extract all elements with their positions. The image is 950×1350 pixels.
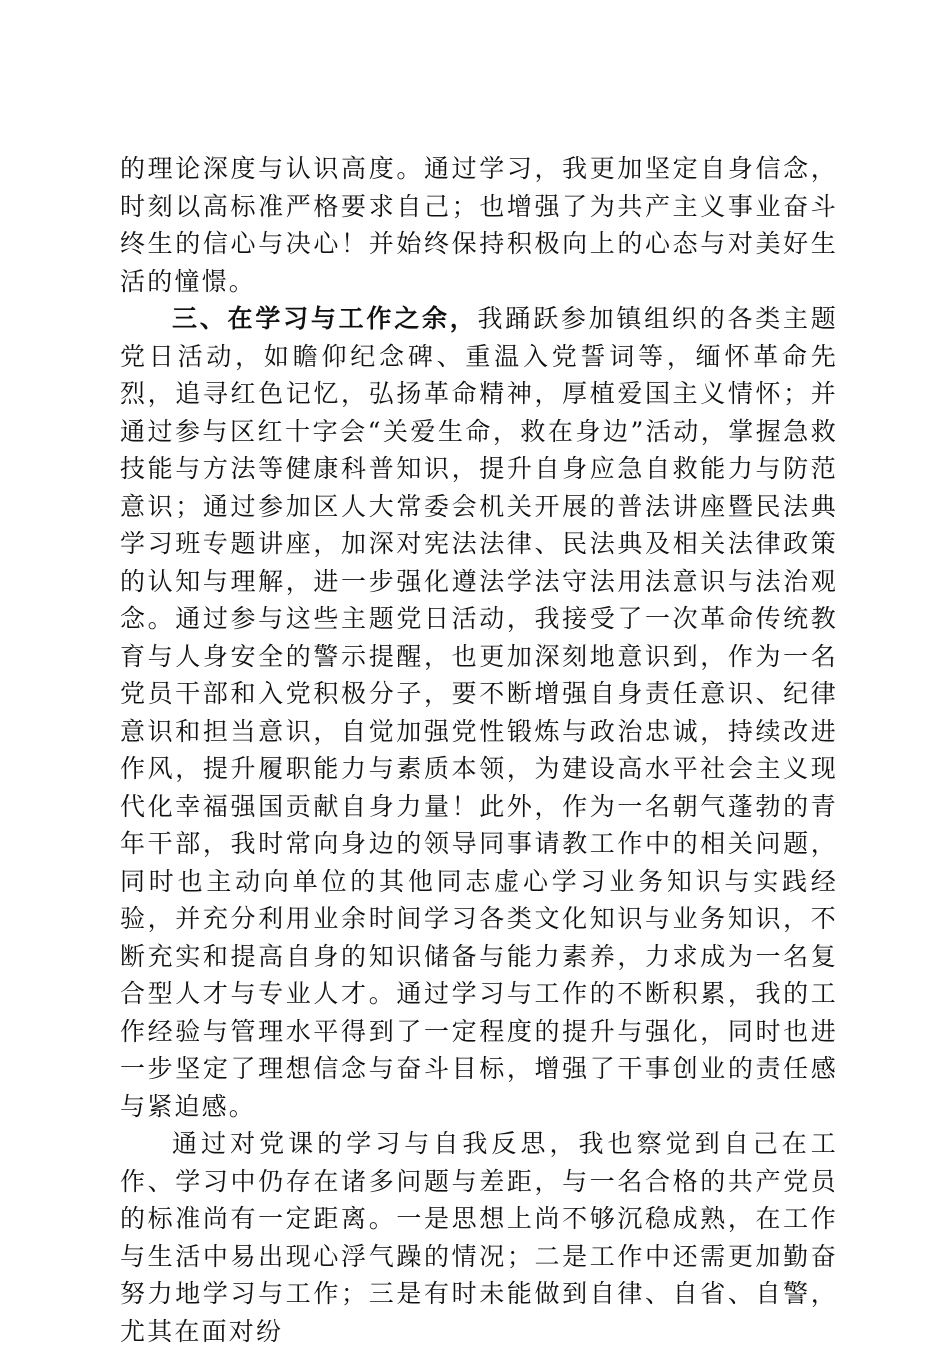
paragraph-continuation bbox=[120, 150, 838, 300]
paragraph-reflection bbox=[120, 1125, 838, 1350]
document-body bbox=[120, 150, 838, 1350]
paragraph-text: 的理论深度与认识高度。通过学习，我更加坚定自身信念，时刻以高标准严格要求自己；也增强了为共产主义事业奋斗终生的信心与决心！并始终保持积极向上的心态与对美好生活的憧憬。 bbox=[120, 154, 838, 296]
paragraph-text: 我踊跃参加镇组织的各类主题党日活动，如瞻仰纪念碑、重温入党誓词等，缅怀革命先烈，追寻红色记忆，弘扬革命精神，厚植爱国主义情怀；并通过参与区红十字会“关爱生命，救在身边”活动，掌握急救技能与方法等健康科普知识，提升自身应急自救能力与防范意识；通过参加区人大常委会机关开展的普法讲座暨民法典学习班专题讲座，加深对宪法法律、民法典及相关法律政策的认知与理解，进一步强化遵法学法守法用法意识与法治观念。通过参与这些主题党日活动，我接受了一次革命传统教育与人身安全的警示提醒，也更加深刻地意识到，作为一名党员干部和入党积极分子，要不断增强自身责任意识、纪律意识和担当意识，自觉加强党性锻炼与政治忠诚，持续改进作风，提升履职能力与素质本领，为建设高水平社会主义现代化幸福强国贡献自身力量！此外，作为一名朝气蓬勃的青年干部，我时常向身边的领导同事请教工作中的相关问题，同时也主动向单位的其他同志虚心学习业务知识与实践经验，并充分利用业余时间学习各类文化知识与业务知识，不断充实和提高自身的知识储备与能力素养，力求成为一名复合型人才与专业人才。通过学习与工作的不断积累，我的工作经验与管理水平得到了一定程度的提升与强化，同时也进一步坚定了理想信念与奋斗目标，增强了干事创业的责任感与紧迫感。 bbox=[120, 304, 838, 1121]
section-heading-lead: 三、在学习与工作之余， bbox=[172, 304, 478, 333]
paragraph-text: 通过对党课的学习与自我反思，我也察觉到自己在工作、学习中仍存在诸多问题与差距，与一名合格的共产党员的标准尚有一定距离。一是思想上尚不够沉稳成熟，在工作与生活中易出现心浮气躁的情况；二是工作中还需更加勤奋努力地学习与工作；三是有时未能做到自律、自省、自警，尤其在面对纷 bbox=[120, 1129, 838, 1346]
paragraph-section-three bbox=[120, 300, 838, 1125]
